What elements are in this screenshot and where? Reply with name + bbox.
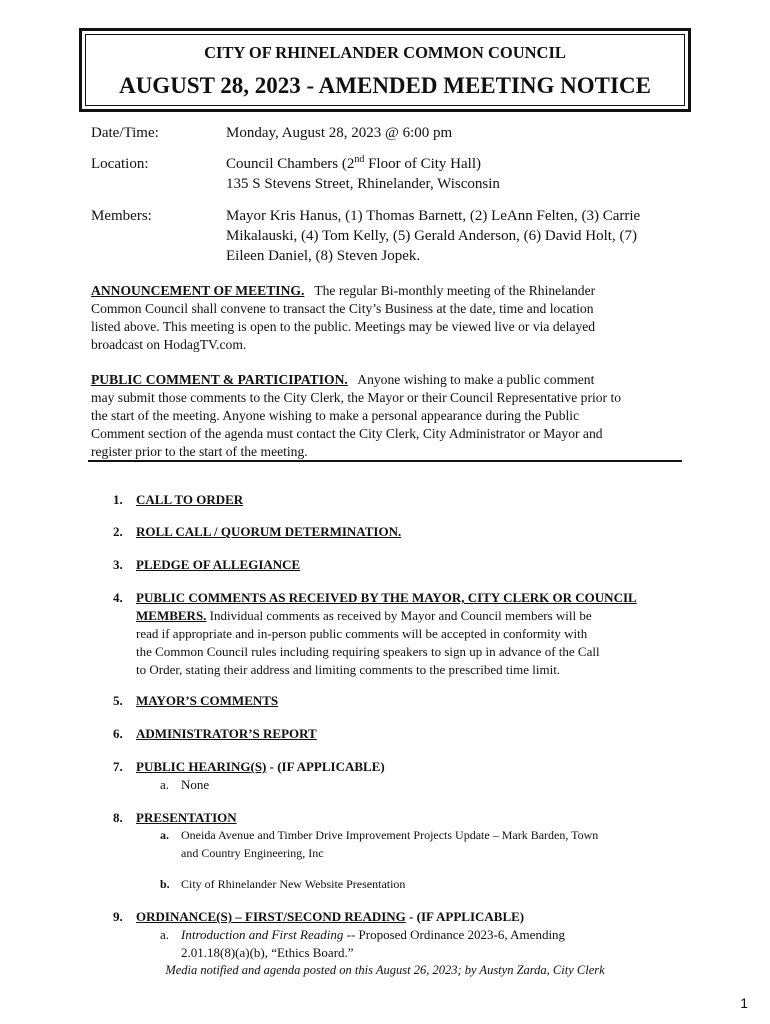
- item-title: ADMINISTRATOR’S REPORT: [136, 726, 317, 741]
- item-title: MAYOR’S COMMENTS: [136, 693, 279, 708]
- sub-text-italic: Introduction and First Reading: [181, 927, 344, 942]
- location-line-1: [226, 154, 686, 174]
- public-comment-line: [91, 371, 683, 389]
- public-comment-line: Comment section of the agenda must contact the City Clerk, City Administrator or Mayor and: [91, 426, 603, 441]
- header-inner-border: [85, 34, 685, 106]
- announcement-heading: ANNOUNCEMENT OF MEETING.: [91, 283, 305, 298]
- public-comment-line: register prior to the start of the meeting.: [91, 444, 308, 459]
- item-number: 3.: [113, 557, 123, 572]
- members-line: Mikalauski, (4) Tom Kelly, (5) Gerald Anderson, (6) David Holt, (7): [226, 228, 637, 244]
- notice-title: AUGUST 28, 2023 - AMENDED MEETING NOTICE: [119, 73, 651, 98]
- sub-text: City of Rhinelander New Website Presentation: [181, 877, 406, 891]
- datetime-text: Monday, August 28, 2023 @ 6:00 pm: [226, 125, 453, 141]
- item-description-line: the Common Council rules including requiring speakers to sign up in advance of the Call: [136, 644, 600, 659]
- public-comment-heading: PUBLIC COMMENT & PARTICIPATION.: [91, 372, 348, 387]
- sub-letter: a.: [160, 927, 170, 942]
- item-description: Individual comments as received by Mayor and Council members will be: [206, 608, 592, 623]
- item-suffix: - (IF APPLICABLE): [266, 759, 385, 774]
- item-title-cont: MEMBERS.: [136, 608, 207, 623]
- location-line-2: 135 S Stevens Street, Rhinelander, Wisconsin: [226, 176, 500, 192]
- item-title: ROLL CALL / QUORUM DETERMINATION.: [136, 524, 402, 539]
- location-post: Floor of City Hall): [364, 156, 481, 172]
- announcement-text: The regular Bi-monthly meeting of the Rhinelander: [304, 283, 596, 298]
- item-title: CALL TO ORDER: [136, 492, 244, 507]
- item-description-line: read if appropriate and in-person public comments will be accepted in conformity with: [136, 626, 588, 641]
- footer-note: Media notified and agenda posted on this August 26, 2023; by Austyn Zarda, City Clerk: [165, 963, 605, 977]
- item-description-line: to Order, stating their address and limiting comments to the prescribed time limit.: [136, 662, 561, 677]
- announcement-line: broadcast on HodagTV.com.: [91, 337, 247, 352]
- public-comment-line: the start of the meeting. Anyone wishing to make a personal appearance during the Public: [91, 408, 580, 423]
- public-comment-paragraph: [91, 371, 683, 461]
- item-title: PLEDGE OF ALLEGIANCE: [136, 557, 301, 572]
- council-name: CITY OF RHINELANDER COMMON COUNCIL: [204, 43, 566, 62]
- members-line: Mayor Kris Hanus, (1) Thomas Barnett, (2) LeAnn Felten, (3) Carrie: [226, 208, 641, 224]
- members-label: Members:: [91, 208, 152, 224]
- item-number: 6.: [113, 726, 123, 741]
- sub-letter: b.: [160, 877, 170, 891]
- sub-text-rest: -- Proposed Ordinance 2023-6, Amending: [343, 927, 566, 942]
- item-title: PRESENTATION: [136, 810, 237, 825]
- header-box: [79, 28, 691, 112]
- sub-text: 2.01.18(8)(a)(b), “Ethics Board.”: [181, 945, 354, 960]
- sub-text: None: [181, 777, 210, 792]
- announcement-line: [91, 282, 683, 300]
- item-number: 1.: [113, 492, 123, 507]
- sub-text-line: [181, 926, 565, 943]
- announcement-paragraph: [91, 282, 683, 354]
- datetime-value: [226, 123, 686, 143]
- location-sup: nd: [354, 154, 365, 165]
- item-number: 4.: [113, 590, 123, 605]
- location-label: Location:: [91, 156, 149, 172]
- sub-letter: a.: [160, 828, 169, 842]
- item-title: ORDINANCE(S) – FIRST/SECOND READING: [136, 909, 406, 924]
- item-title: PUBLIC HEARING(S): [136, 759, 267, 774]
- members-line: Eileen Daniel, (8) Steven Jopek.: [226, 248, 421, 264]
- item-title: PUBLIC COMMENTS AS RECEIVED BY THE MAYOR, CITY CLERK OR COUNCIL: [136, 590, 637, 605]
- item-number: 5.: [113, 693, 123, 708]
- datetime-label: Date/Time:: [91, 125, 159, 141]
- item-number: 7.: [113, 759, 123, 774]
- sub-text: and Country Engineering, Inc: [181, 846, 324, 860]
- section-divider: [88, 460, 682, 462]
- sub-text: Oneida Avenue and Timber Drive Improvement Projects Update – Mark Barden, Town: [181, 828, 599, 842]
- location-pre: Council Chambers (2: [226, 156, 355, 172]
- item-number: 2.: [113, 524, 123, 539]
- item-number: 8.: [113, 810, 123, 825]
- public-comment-text: Anyone wishing to make a public comment: [347, 372, 595, 387]
- public-comment-line: may submit those comments to the City Clerk, the Mayor or their Council Representative prior to: [91, 390, 622, 405]
- announcement-line: listed above. This meeting is open to the public. Meetings may be viewed live or via delayed: [91, 319, 596, 334]
- members-value: [226, 206, 686, 266]
- page-number: 1: [740, 995, 748, 1011]
- item-suffix: - (IF APPLICABLE): [405, 909, 525, 924]
- item-number: 9.: [113, 909, 123, 924]
- announcement-line: Common Council shall convene to transact the City’s Business at the date, time and location: [91, 301, 594, 316]
- sub-letter: a.: [160, 777, 170, 792]
- location-value: [226, 154, 686, 194]
